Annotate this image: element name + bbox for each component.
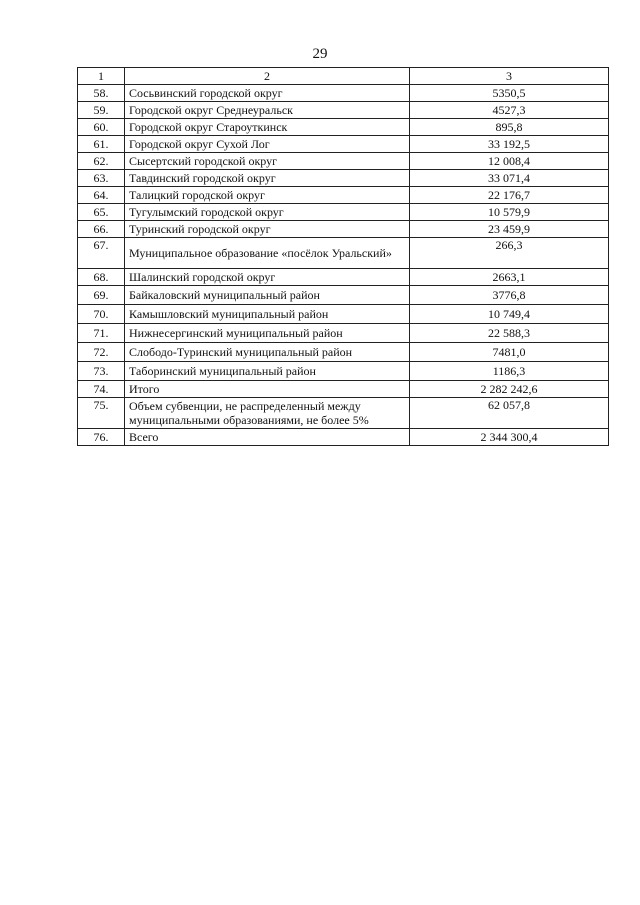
row-number: 64. — [78, 187, 125, 204]
row-value: 10 579,9 — [410, 204, 609, 221]
subvention-table — [77, 67, 609, 446]
table-row — [78, 153, 609, 170]
row-number: 75. — [78, 398, 125, 429]
row-number: 63. — [78, 170, 125, 187]
table-row — [78, 343, 609, 362]
row-value: 2 282 242,6 — [410, 381, 609, 398]
table-row — [78, 305, 609, 324]
row-name: Слободо-Туринский муниципальный район — [125, 343, 410, 362]
row-value: 10 749,4 — [410, 305, 609, 324]
row-value: 266,3 — [410, 238, 609, 269]
row-name: Тавдинский городской округ — [125, 170, 410, 187]
row-number: 67. — [78, 238, 125, 269]
row-value: 23 459,9 — [410, 221, 609, 238]
row-value: 2 344 300,4 — [410, 429, 609, 446]
row-number: 76. — [78, 429, 125, 446]
row-name: Байкаловский муниципальный район — [125, 286, 410, 305]
row-name: Камышловский муниципальный район — [125, 305, 410, 324]
row-number: 62. — [78, 153, 125, 170]
header-col-1: 1 — [78, 68, 125, 85]
row-number: 71. — [78, 324, 125, 343]
row-name: Итого — [125, 381, 410, 398]
row-name: Объем субвенции, не распределенный между муниципальными образованиями, не более 5% — [125, 398, 410, 429]
row-number: 72. — [78, 343, 125, 362]
row-name: Городской округ Староуткинск — [125, 119, 410, 136]
row-value: 7481,0 — [410, 343, 609, 362]
table-row — [78, 286, 609, 305]
row-number: 73. — [78, 362, 125, 381]
row-value: 895,8 — [410, 119, 609, 136]
row-number: 68. — [78, 269, 125, 286]
row-number: 59. — [78, 102, 125, 119]
table-row — [78, 362, 609, 381]
row-number: 66. — [78, 221, 125, 238]
row-name: Талицкий городской округ — [125, 187, 410, 204]
row-value: 22 588,3 — [410, 324, 609, 343]
row-value: 5350,5 — [410, 85, 609, 102]
table-row — [78, 381, 609, 398]
table-row — [78, 429, 609, 446]
table-row — [78, 324, 609, 343]
page-number: 29 — [312, 46, 328, 62]
header-col-2: 2 — [125, 68, 410, 85]
table-row — [78, 102, 609, 119]
row-value: 4527,3 — [410, 102, 609, 119]
row-value: 33 071,4 — [410, 170, 609, 187]
row-value: 3776,8 — [410, 286, 609, 305]
row-value: 33 192,5 — [410, 136, 609, 153]
row-name: Всего — [125, 429, 410, 446]
table-row — [78, 269, 609, 286]
table-row — [78, 221, 609, 238]
table-row — [78, 136, 609, 153]
row-number: 70. — [78, 305, 125, 324]
row-value: 12 008,4 — [410, 153, 609, 170]
row-name: Городской округ Среднеуральск — [125, 102, 410, 119]
row-number: 65. — [78, 204, 125, 221]
row-value: 2663,1 — [410, 269, 609, 286]
row-value: 22 176,7 — [410, 187, 609, 204]
table-row — [78, 119, 609, 136]
row-name: Городской округ Сухой Лог — [125, 136, 410, 153]
table-row — [78, 187, 609, 204]
row-number: 69. — [78, 286, 125, 305]
row-value: 62 057,8 — [410, 398, 609, 429]
row-name: Туринский городской округ — [125, 221, 410, 238]
row-number: 58. — [78, 85, 125, 102]
row-value: 1186,3 — [410, 362, 609, 381]
table-row — [78, 85, 609, 102]
row-number: 60. — [78, 119, 125, 136]
row-number: 61. — [78, 136, 125, 153]
row-name: Муниципальное образование «посёлок Уральский» — [125, 238, 410, 269]
table-row — [78, 204, 609, 221]
table-row — [78, 398, 609, 429]
row-name: Сосьвинский городской округ — [125, 85, 410, 102]
row-number: 74. — [78, 381, 125, 398]
row-name: Шалинский городской округ — [125, 269, 410, 286]
row-name: Тугулымский городской округ — [125, 204, 410, 221]
row-name: Нижнесергинский муниципальный район — [125, 324, 410, 343]
table-header-row — [78, 68, 609, 85]
table-row — [78, 238, 609, 269]
header-col-3: 3 — [410, 68, 609, 85]
row-name: Таборинский муниципальный район — [125, 362, 410, 381]
table-row — [78, 170, 609, 187]
row-name: Сысертский городской округ — [125, 153, 410, 170]
